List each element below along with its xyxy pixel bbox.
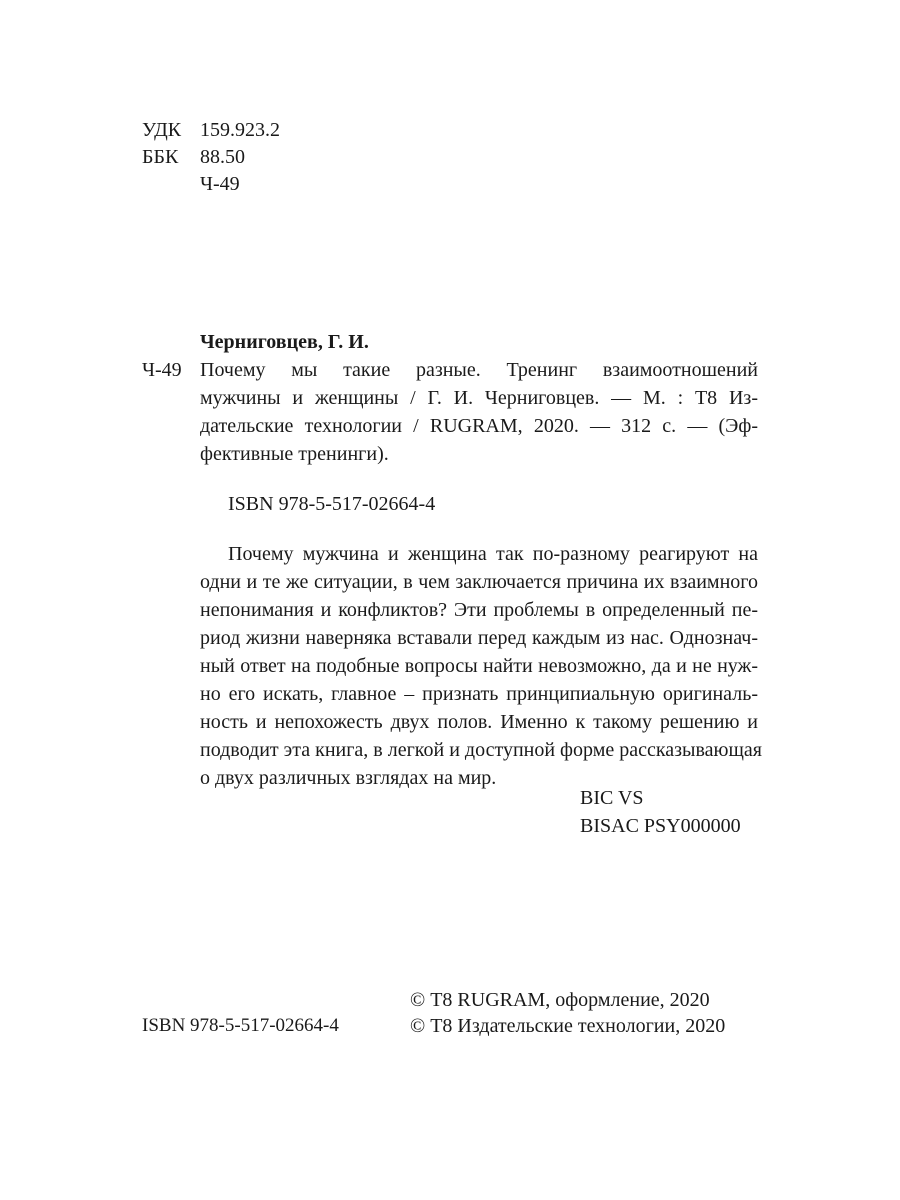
udk-label: УДК [142, 119, 182, 141]
isbn-entry: ISBN 978-5-517-02664-4 [228, 493, 436, 515]
abstract-line: ный ответ на подобные вопросы найти невозможно, да и не нуж- [200, 655, 758, 677]
copyright-publisher: © Т8 Издательские технологии, 2020 [410, 1015, 726, 1037]
isbn-footer: ISBN 978-5-517-02664-4 [142, 1015, 339, 1036]
author-heading: Черниговцев, Г. И. [200, 331, 369, 353]
biblio-line: Почему мы такие разные. Тренинг взаимоотношений [200, 359, 758, 381]
bbk-label: ББК [142, 146, 179, 168]
bibliographic-description [200, 356, 758, 468]
abstract-line: риод жизни наверняка вставали перед каждым из нас. Однознач- [200, 627, 758, 649]
bbk-value: 88.50 [200, 146, 245, 168]
abstract-line: непонимания и конфликтов? Эти проблемы в определенный пе- [200, 599, 758, 621]
abstract-line: но его искать, главное – признать принципиальную оригиналь- [200, 683, 758, 705]
abstract-line: о двух различных взглядах на мир. [200, 767, 497, 789]
biblio-line: фективные тренинги). [200, 443, 389, 465]
bisac-code: BISAC PSY000000 [580, 815, 741, 837]
biblio-line: мужчины и женщины / Г. И. Черниговцев. — М. : Т8 Из- [200, 387, 758, 409]
copyright-design: © Т8 RUGRAM, оформление, 2020 [410, 989, 710, 1011]
biblio-line: дательские технологии / RUGRAM, 2020. — 312 с. — (Эф- [200, 415, 758, 437]
abstract-line: ность и непохожесть двух полов. Именно к такому решению и [200, 711, 758, 733]
abstract-line: Почему мужчина и женщина так по-разному реагируют на [228, 543, 758, 565]
author-code-margin: Ч-49 [142, 359, 182, 381]
author-code: Ч-49 [200, 173, 240, 195]
bic-code: BIC VS [580, 787, 644, 809]
udk-value: 159.923.2 [200, 119, 280, 141]
abstract-paragraph [200, 540, 762, 792]
abstract-line: подводит эта книга, в легкой и доступной форме рассказывающая [200, 739, 762, 761]
abstract-line: одни и те же ситуации, в чем заключается причина их взаимного [200, 571, 758, 593]
